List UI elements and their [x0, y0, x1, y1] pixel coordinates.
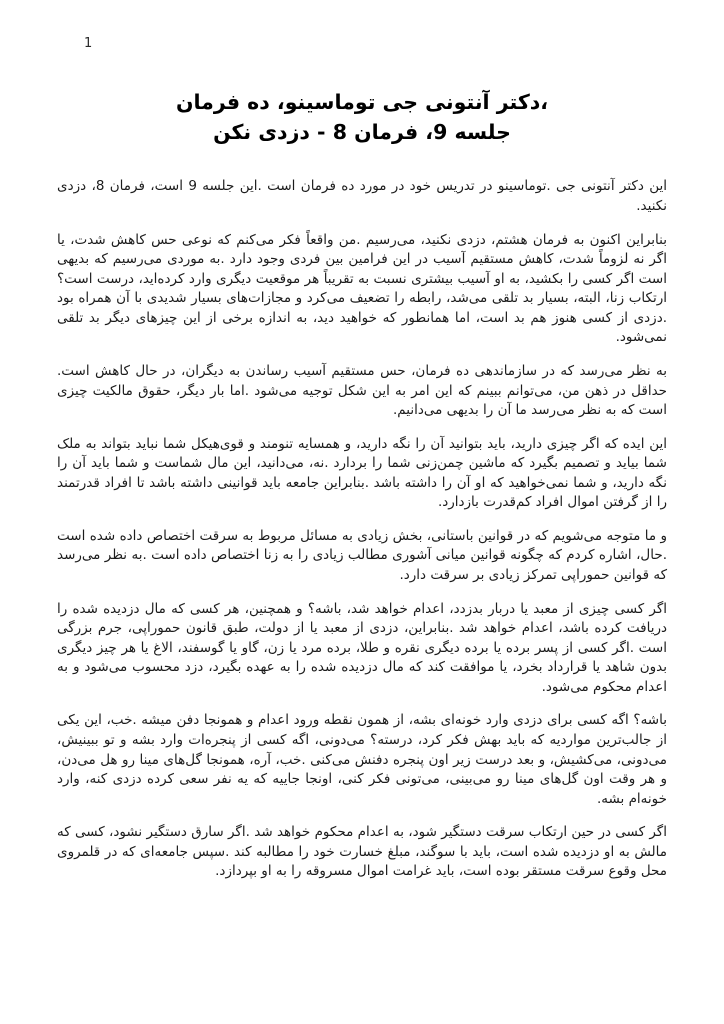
- document-body: [57, 177, 667, 881]
- paragraph-2: بنابراین اکنون به فرمان هشتم، دزدی نکنید، می‌رسیم .من واقعاً فکر می‌کنم که نوعی حس کاهش شدت، یا اگر نه لزوماً شدت، کاهش مستقیم آسیب در این فرامین بین فردی وجود دارد .به موردی می‌رسیم که بدیهی است اگر کسی را بکشید، به او آسیب بیشتری نسبت به تقریباً هر موقعیت دیگری وارد کرده‌اید، درست است؟ ارتکاب زنا، البته، بسیار بد تلقی می‌شد، رابطه را تضعیف می‌کرد و مجازات‌های بسیار شدیدی با آن همراه بود .دزدی از کسی هنوز هم بد است، اما همانطور که خواهید دید، به اندازه برخی از این چیزهای دیگر بد تلقی نمی‌شود.: [57, 231, 667, 346]
- paragraph-5: و ما متوجه می‌شویم که در قوانین باستانی، بخش زیادی به مسائل مربوط به سرقت اختصاص داده شده است .حال، اشاره کردم که چگونه قوانین میانی آشوری مطالب زیادی را به زنا اختصاص داده است .به نظر می‌رسد که قوانین حموراپی تمرکز زیادی بر سرقت دارد.: [57, 527, 667, 583]
- paragraph-7: باشه؟ اگه کسی برای دزدی وارد خونه‌ای بشه، از همون نقطه ورود اعدام و همونجا دفن میشه .خب، این یکی از جالب‌ترین مواردیه که باید بهش فکر کرد، درسته؟ می‌دونی، اگه کسی از پنجره‌ات وارد بشه و تو ببینیش، می‌دونی، می‌کشیش، و بعد درست زیر اون پنجره دفنش می‌کنی .خب، آره، همونجا گل‌های مینا رو هل می‌دن، و هر وقت اون گل‌های مینا رو می‌بینی، می‌تونی فکر کنی، اونجا جاییه که یه نفر سعی کرده دزدی کنه، وارد خونه‌ام بشه.: [57, 712, 667, 807]
- paragraph-3: به نظر می‌رسد که در سازماندهی ده فرمان، حس مستقیم آسیب رساندن به دیگران، در حال کاهش است. حداقل در ذهن من، می‌توانم ببینم که این امر به این شکل توجیه می‌شود .اما بار دیگر، حقوق مالکیت چیزی است که به نظر می‌رسد ما آن را بدیهی می‌دانیم.: [57, 362, 667, 419]
- paragraph-6: اگر کسی چیزی از معبد یا دربار بدزدد، اعدام خواهد شد، باشه؟ و همچنین، هر کسی که مال دزدیده شده را دریافت کرده باشد، اعدام خواهد شد .بنابراین، دزدی از معبد یا از دولت، طبق قانون حموراپی، جرم بزرگی است .اگر کسی از پسر برده یا برده دیگری نقره و طلا، برده مرد یا زن، گاو یا گوسفند، الاغ یا هر چیز دیگری بدون شاهد یا قرارداد بخرد، یا موافقت کند که مال دزدیده شده را به عهده بگیرد، دزد محسوب می‌شود و به اعدام محکوم می‌شود.: [57, 600, 667, 695]
- title-line-2: جلسه 9، فرمان 8 - دزدی نکن: [213, 119, 511, 144]
- paragraph-4: این ایده که اگر چیزی دارید، باید بتوانید آن را نگه دارید، و همسایه تنومند و قوی‌هیکل شما نباید بتواند به ملک شما بیاید و تصمیم بگیرد که ماشین چمن‌زنی شما را بردارد .نه، می‌دانید، این مال شماست و شما باید آن را نگه دارید، و شما نمی‌خواهید که او آن را داشته باشد .بنابراین جامعه باید قوانینی داشته باشد تا افراد قدرتمند را از گرفتن اموال افراد کم‌قدرت بازدارد.: [57, 435, 667, 511]
- paragraph-1: این دکتر آنتونی جی .توماسینو در تدریس خود در مورد ده فرمان است .این جلسه 9 است، فرمان 8، دزدی نکنید.: [57, 178, 668, 214]
- page-number: 1: [84, 36, 93, 51]
- paragraph-8: اگر کسی در حین ارتکاب سرقت دستگیر شود، به اعدام محکوم خواهد شد .اگر سارق دستگیر نشود، کسی که مالش به او دزدیده شده است، باید با سوگند، مبلغ خسارت خود را مطالبه کند .سپس جامعه‌ای که در قلمروی محل وقوع سرقت مستقر بوده است، باید غرامت اموال مسروقه را به او بپردازد.: [57, 824, 667, 880]
- title-line-1: ،دکتر آنتونی جی توماسینو، ده فرمان: [175, 90, 549, 114]
- document-title: [57, 88, 667, 147]
